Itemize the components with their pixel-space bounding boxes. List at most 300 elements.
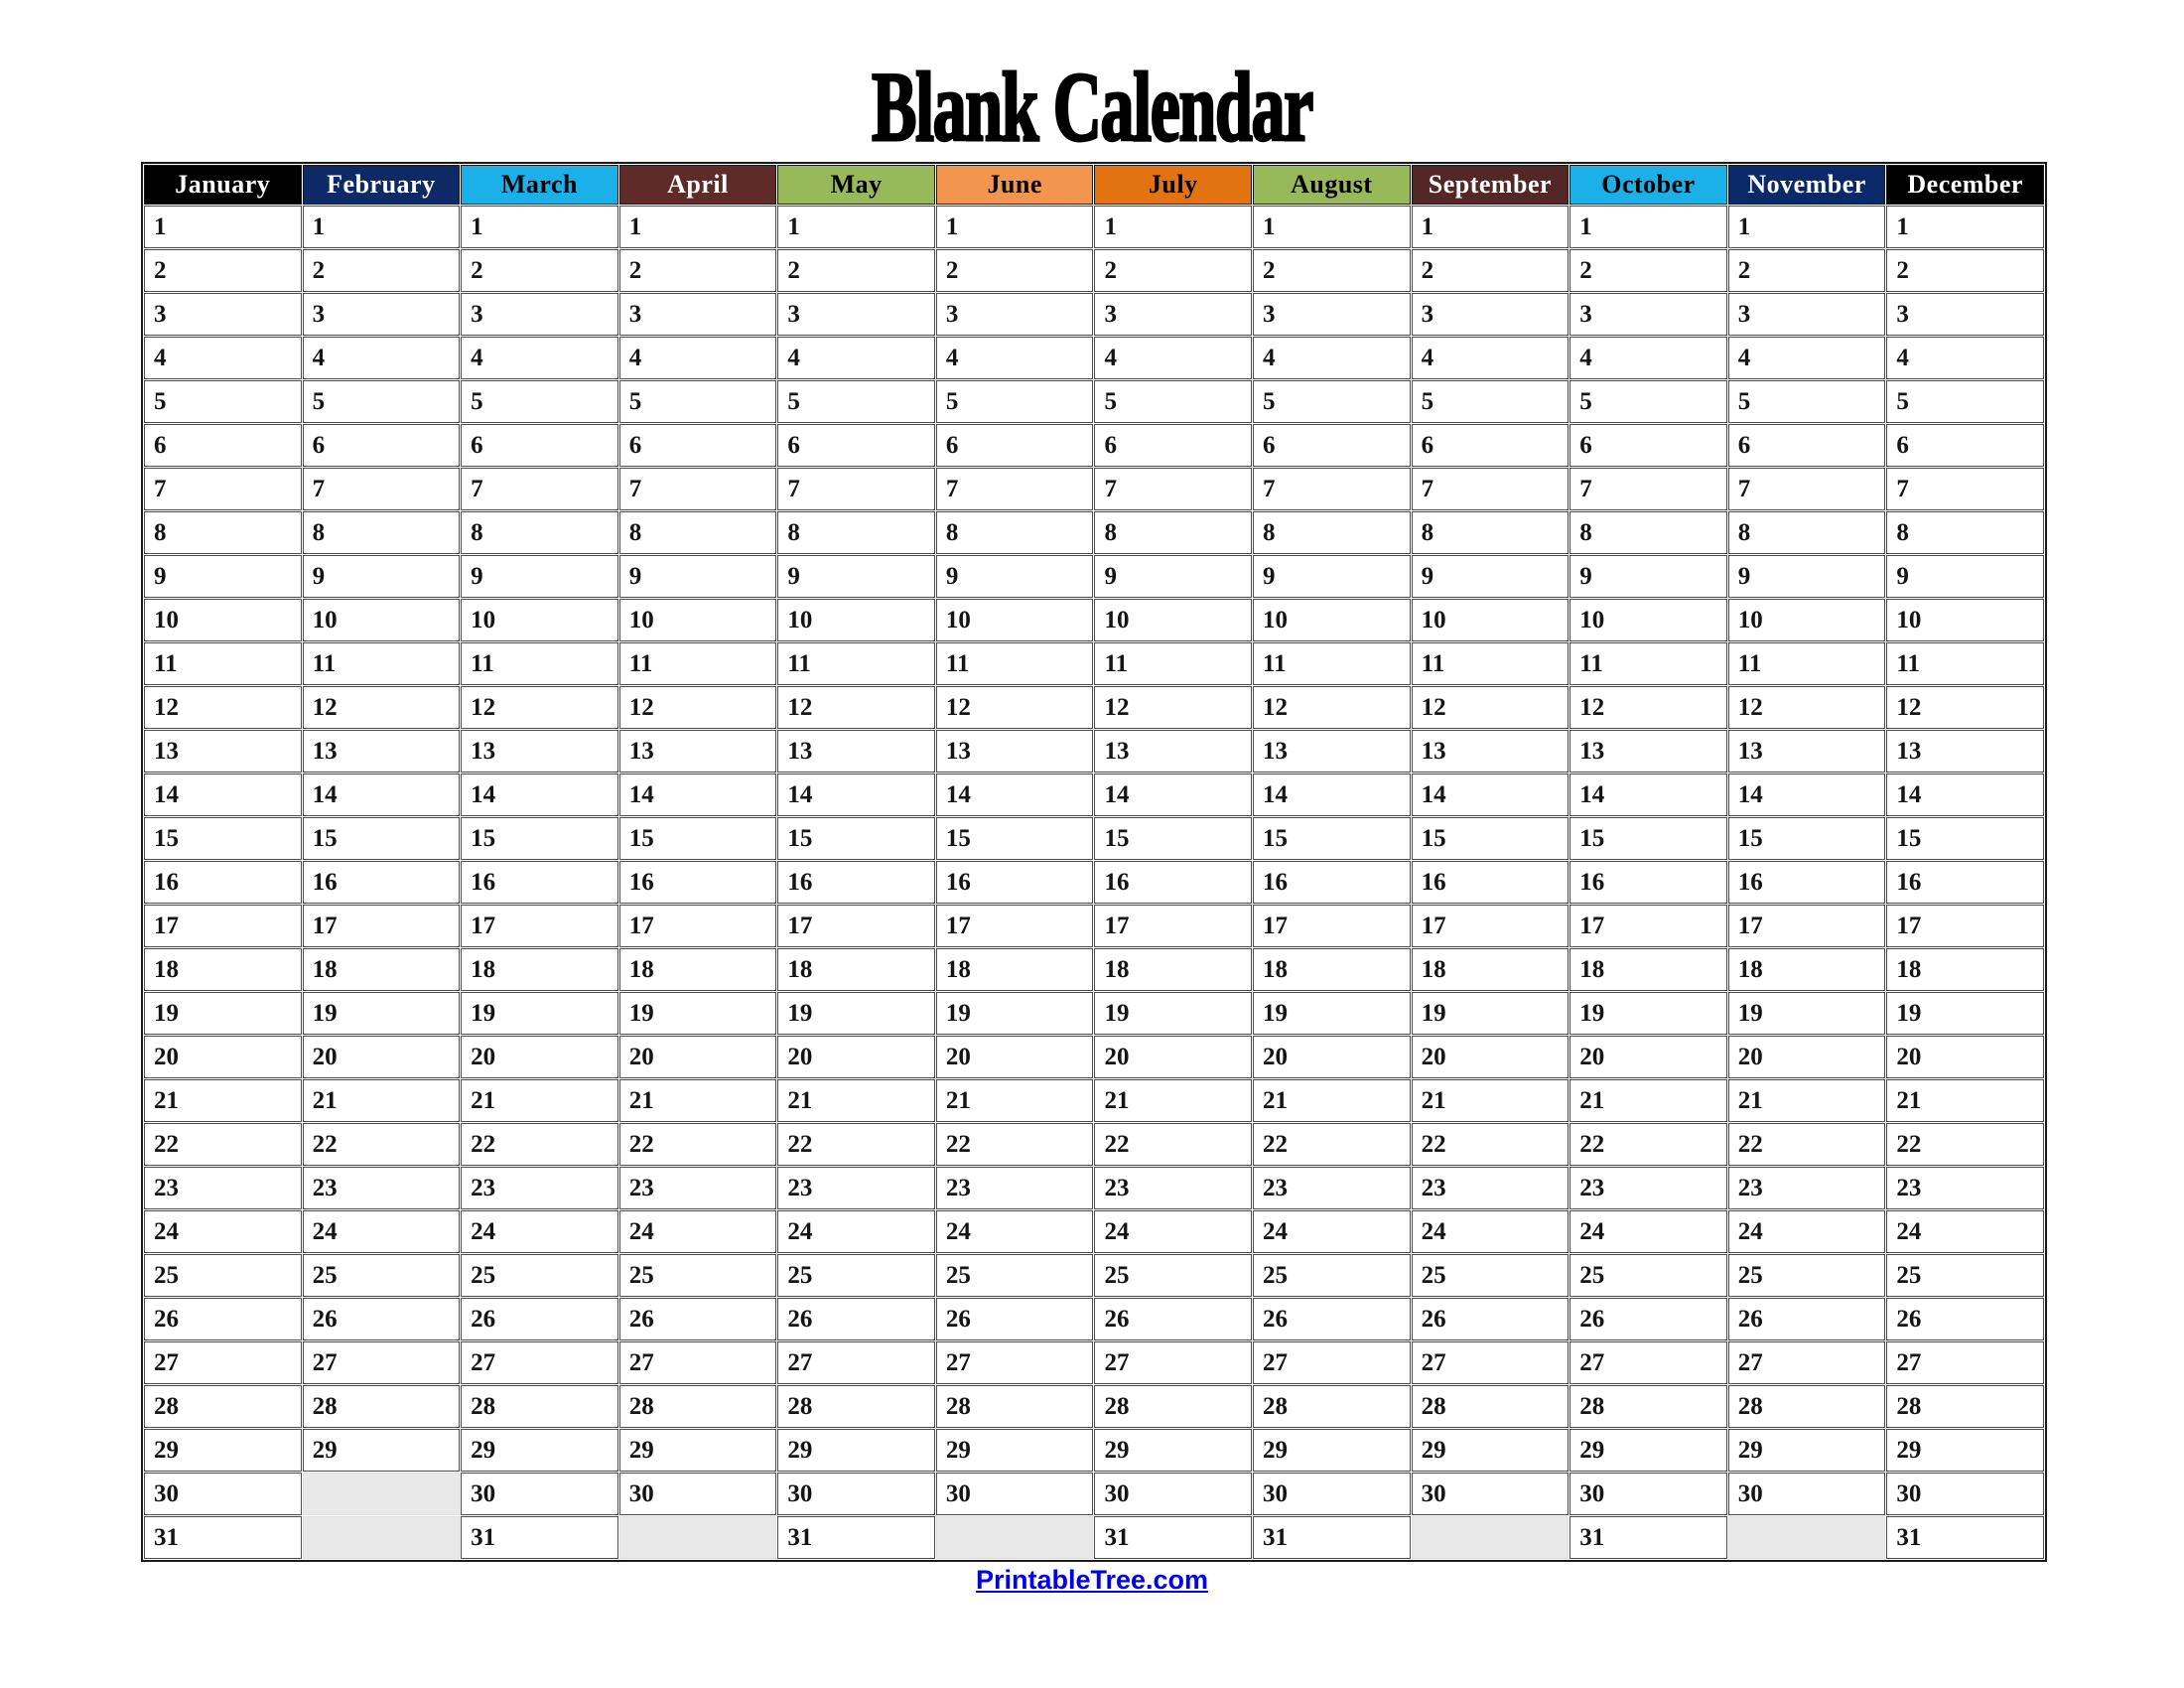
day-cell-september-26: 26 [1412,1298,1570,1340]
day-cell-june-6: 6 [936,424,1094,467]
day-cell-february-9: 9 [303,555,461,598]
day-cell-february-28: 28 [303,1385,461,1428]
day-cell-november-10: 10 [1728,599,1886,641]
day-cell-july-13: 13 [1094,730,1252,773]
day-cell-march-17: 17 [461,905,618,947]
day-cell-july-26: 26 [1094,1298,1252,1340]
day-cell-october-16: 16 [1570,861,1727,904]
day-row-25 [144,1254,2044,1297]
day-cell-august-7: 7 [1253,468,1411,510]
day-cell-december-20: 20 [1886,1036,2044,1078]
day-row-15 [144,817,2044,860]
day-cell-october-17: 17 [1570,905,1727,947]
day-cell-december-4: 4 [1886,337,2044,379]
day-cell-june-9: 9 [936,555,1094,598]
day-cell-december-5: 5 [1886,380,2044,423]
day-cell-june-20: 20 [936,1036,1094,1078]
day-cell-february-21: 21 [303,1079,461,1122]
day-row-11 [144,642,2044,685]
day-cell-june-28: 28 [936,1385,1094,1428]
day-cell-december-18: 18 [1886,948,2044,991]
day-cell-september-17: 17 [1412,905,1570,947]
day-cell-august-24: 24 [1253,1210,1411,1253]
day-cell-may-8: 8 [777,511,935,554]
day-cell-march-3: 3 [461,293,618,336]
day-cell-july-27: 27 [1094,1341,1252,1384]
day-cell-december-17: 17 [1886,905,2044,947]
day-cell-november-1: 1 [1728,206,1886,248]
day-row-21 [144,1079,2044,1122]
day-cell-april-5: 5 [619,380,777,423]
day-cell-december-15: 15 [1886,817,2044,860]
day-cell-february-14: 14 [303,774,461,816]
day-cell-june-7: 7 [936,468,1094,510]
day-cell-may-25: 25 [777,1254,935,1297]
day-cell-december-21: 21 [1886,1079,2044,1122]
day-cell-february-4: 4 [303,337,461,379]
day-cell-march-10: 10 [461,599,618,641]
month-header-november: November [1728,165,1886,205]
day-cell-january-18: 18 [144,948,302,991]
day-cell-august-28: 28 [1253,1385,1411,1428]
day-cell-march-26: 26 [461,1298,618,1340]
day-cell-january-11: 11 [144,642,302,685]
day-cell-august-12: 12 [1253,686,1411,729]
month-header-april: April [619,165,777,205]
day-cell-october-13: 13 [1570,730,1727,773]
day-cell-september-30: 30 [1412,1473,1570,1515]
day-cell-september-4: 4 [1412,337,1570,379]
day-cell-november-17: 17 [1728,905,1886,947]
day-cell-september-13: 13 [1412,730,1570,773]
month-header-may: May [777,165,935,205]
day-cell-june-12: 12 [936,686,1094,729]
day-cell-september-24: 24 [1412,1210,1570,1253]
day-cell-october-28: 28 [1570,1385,1727,1428]
day-cell-june-1: 1 [936,206,1094,248]
empty-cell-april-31 [619,1516,777,1559]
day-cell-january-5: 5 [144,380,302,423]
month-header-july: July [1094,165,1252,205]
day-cell-february-10: 10 [303,599,461,641]
day-cell-february-19: 19 [303,992,461,1035]
day-cell-january-7: 7 [144,468,302,510]
day-cell-november-9: 9 [1728,555,1886,598]
day-cell-december-24: 24 [1886,1210,2044,1253]
day-cell-january-14: 14 [144,774,302,816]
day-cell-april-22: 22 [619,1123,777,1166]
day-cell-january-4: 4 [144,337,302,379]
month-header-september: September [1412,165,1570,205]
day-cell-july-24: 24 [1094,1210,1252,1253]
day-cell-june-17: 17 [936,905,1094,947]
day-cell-may-27: 27 [777,1341,935,1384]
day-cell-march-24: 24 [461,1210,618,1253]
page-title: Blank Calendar [872,52,1312,162]
day-cell-november-11: 11 [1728,642,1886,685]
day-cell-july-30: 30 [1094,1473,1252,1515]
day-row-26 [144,1298,2044,1340]
day-cell-october-22: 22 [1570,1123,1727,1166]
day-cell-february-29: 29 [303,1429,461,1472]
day-cell-february-23: 23 [303,1167,461,1209]
day-cell-january-29: 29 [144,1429,302,1472]
day-cell-november-5: 5 [1728,380,1886,423]
day-cell-june-26: 26 [936,1298,1094,1340]
day-cell-june-24: 24 [936,1210,1094,1253]
empty-cell-november-31 [1728,1516,1886,1559]
day-cell-november-15: 15 [1728,817,1886,860]
day-cell-september-6: 6 [1412,424,1570,467]
empty-cell-september-31 [1412,1516,1570,1559]
day-cell-june-23: 23 [936,1167,1094,1209]
day-cell-august-14: 14 [1253,774,1411,816]
day-cell-december-25: 25 [1886,1254,2044,1297]
day-cell-december-14: 14 [1886,774,2044,816]
day-cell-november-28: 28 [1728,1385,1886,1428]
day-cell-october-27: 27 [1570,1341,1727,1384]
day-cell-october-10: 10 [1570,599,1727,641]
day-cell-april-20: 20 [619,1036,777,1078]
day-cell-june-11: 11 [936,642,1094,685]
day-cell-january-22: 22 [144,1123,302,1166]
day-cell-april-27: 27 [619,1341,777,1384]
empty-cell-june-31 [936,1516,1094,1559]
day-cell-march-18: 18 [461,948,618,991]
day-cell-december-3: 3 [1886,293,2044,336]
day-cell-february-22: 22 [303,1123,461,1166]
day-cell-july-22: 22 [1094,1123,1252,1166]
day-cell-september-14: 14 [1412,774,1570,816]
day-cell-august-31: 31 [1253,1516,1411,1559]
day-cell-september-28: 28 [1412,1385,1570,1428]
day-cell-october-11: 11 [1570,642,1727,685]
day-cell-november-6: 6 [1728,424,1886,467]
day-cell-april-1: 1 [619,206,777,248]
day-cell-november-12: 12 [1728,686,1886,729]
day-cell-february-1: 1 [303,206,461,248]
day-cell-march-25: 25 [461,1254,618,1297]
day-cell-july-28: 28 [1094,1385,1252,1428]
day-cell-november-23: 23 [1728,1167,1886,1209]
day-cell-january-24: 24 [144,1210,302,1253]
day-cell-february-3: 3 [303,293,461,336]
day-row-1 [144,206,2044,248]
day-cell-june-10: 10 [936,599,1094,641]
day-cell-october-5: 5 [1570,380,1727,423]
day-cell-may-5: 5 [777,380,935,423]
day-cell-october-4: 4 [1570,337,1727,379]
empty-cell-february-31 [303,1516,461,1559]
day-cell-august-8: 8 [1253,511,1411,554]
day-cell-september-5: 5 [1412,380,1570,423]
day-cell-may-9: 9 [777,555,935,598]
day-cell-june-14: 14 [936,774,1094,816]
day-cell-april-3: 3 [619,293,777,336]
day-cell-november-4: 4 [1728,337,1886,379]
day-cell-december-8: 8 [1886,511,2044,554]
day-cell-november-24: 24 [1728,1210,1886,1253]
month-header-row [144,165,2044,205]
day-cell-december-19: 19 [1886,992,2044,1035]
day-cell-april-14: 14 [619,774,777,816]
day-cell-may-11: 11 [777,642,935,685]
day-cell-january-16: 16 [144,861,302,904]
day-cell-march-19: 19 [461,992,618,1035]
day-cell-may-20: 20 [777,1036,935,1078]
day-cell-july-2: 2 [1094,249,1252,292]
day-cell-november-19: 19 [1728,992,1886,1035]
day-cell-october-9: 9 [1570,555,1727,598]
day-row-16 [144,861,2044,904]
day-cell-may-1: 1 [777,206,935,248]
day-cell-april-17: 17 [619,905,777,947]
day-cell-july-15: 15 [1094,817,1252,860]
day-cell-september-1: 1 [1412,206,1570,248]
day-row-9 [144,555,2044,598]
calendar-header [144,165,2044,205]
day-cell-january-30: 30 [144,1473,302,1515]
day-row-13 [144,730,2044,773]
day-cell-april-9: 9 [619,555,777,598]
day-cell-august-18: 18 [1253,948,1411,991]
day-cell-june-13: 13 [936,730,1094,773]
day-cell-february-5: 5 [303,380,461,423]
day-cell-december-28: 28 [1886,1385,2044,1428]
month-header-december: December [1886,165,2044,205]
day-cell-february-13: 13 [303,730,461,773]
day-cell-october-30: 30 [1570,1473,1727,1515]
day-cell-november-20: 20 [1728,1036,1886,1078]
printabletree-link[interactable]: PrintableTree.com [975,1565,1209,1595]
day-cell-march-27: 27 [461,1341,618,1384]
day-cell-july-6: 6 [1094,424,1252,467]
day-cell-october-29: 29 [1570,1429,1727,1472]
day-cell-february-27: 27 [303,1341,461,1384]
day-cell-february-6: 6 [303,424,461,467]
day-cell-july-20: 20 [1094,1036,1252,1078]
day-cell-may-2: 2 [777,249,935,292]
day-cell-april-2: 2 [619,249,777,292]
day-cell-december-22: 22 [1886,1123,2044,1166]
day-cell-october-12: 12 [1570,686,1727,729]
day-row-20 [144,1036,2044,1078]
day-cell-august-15: 15 [1253,817,1411,860]
day-cell-august-10: 10 [1253,599,1411,641]
day-cell-july-16: 16 [1094,861,1252,904]
day-cell-july-25: 25 [1094,1254,1252,1297]
day-cell-june-29: 29 [936,1429,1094,1472]
day-row-28 [144,1385,2044,1428]
day-cell-october-20: 20 [1570,1036,1727,1078]
month-header-august: August [1253,165,1411,205]
day-cell-december-23: 23 [1886,1167,2044,1209]
day-cell-november-3: 3 [1728,293,1886,336]
day-cell-january-10: 10 [144,599,302,641]
day-cell-september-8: 8 [1412,511,1570,554]
day-cell-april-12: 12 [619,686,777,729]
day-cell-august-19: 19 [1253,992,1411,1035]
day-cell-december-16: 16 [1886,861,2044,904]
day-cell-october-7: 7 [1570,468,1727,510]
day-cell-august-2: 2 [1253,249,1411,292]
day-cell-march-12: 12 [461,686,618,729]
day-row-2 [144,249,2044,292]
day-cell-october-25: 25 [1570,1254,1727,1297]
day-row-19 [144,992,2044,1035]
day-row-5 [144,380,2044,423]
day-cell-march-31: 31 [461,1516,618,1559]
day-cell-august-21: 21 [1253,1079,1411,1122]
day-cell-november-26: 26 [1728,1298,1886,1340]
day-cell-june-2: 2 [936,249,1094,292]
day-cell-april-6: 6 [619,424,777,467]
day-cell-april-26: 26 [619,1298,777,1340]
day-row-10 [144,599,2044,641]
day-cell-july-21: 21 [1094,1079,1252,1122]
day-cell-september-25: 25 [1412,1254,1570,1297]
day-cell-april-21: 21 [619,1079,777,1122]
day-cell-june-22: 22 [936,1123,1094,1166]
day-cell-september-20: 20 [1412,1036,1570,1078]
day-cell-september-23: 23 [1412,1167,1570,1209]
day-cell-july-14: 14 [1094,774,1252,816]
day-cell-march-23: 23 [461,1167,618,1209]
day-cell-april-10: 10 [619,599,777,641]
day-cell-december-26: 26 [1886,1298,2044,1340]
day-cell-september-7: 7 [1412,468,1570,510]
day-cell-november-22: 22 [1728,1123,1886,1166]
day-cell-july-23: 23 [1094,1167,1252,1209]
day-cell-february-24: 24 [303,1210,461,1253]
day-cell-october-21: 21 [1570,1079,1727,1122]
day-cell-april-16: 16 [619,861,777,904]
day-cell-january-27: 27 [144,1341,302,1384]
day-cell-november-13: 13 [1728,730,1886,773]
day-cell-march-7: 7 [461,468,618,510]
day-cell-october-24: 24 [1570,1210,1727,1253]
day-cell-january-3: 3 [144,293,302,336]
day-cell-march-13: 13 [461,730,618,773]
day-cell-may-30: 30 [777,1473,935,1515]
day-row-30 [144,1473,2044,1515]
day-cell-september-19: 19 [1412,992,1570,1035]
day-cell-august-5: 5 [1253,380,1411,423]
day-cell-may-10: 10 [777,599,935,641]
day-cell-december-31: 31 [1886,1516,2044,1559]
day-cell-june-4: 4 [936,337,1094,379]
day-cell-september-2: 2 [1412,249,1570,292]
day-cell-october-15: 15 [1570,817,1727,860]
day-cell-october-3: 3 [1570,293,1727,336]
day-cell-july-29: 29 [1094,1429,1252,1472]
day-cell-february-15: 15 [303,817,461,860]
day-cell-march-16: 16 [461,861,618,904]
day-cell-january-26: 26 [144,1298,302,1340]
day-cell-february-17: 17 [303,905,461,947]
day-cell-august-4: 4 [1253,337,1411,379]
month-header-february: February [303,165,461,205]
day-cell-august-17: 17 [1253,905,1411,947]
day-cell-october-31: 31 [1570,1516,1727,1559]
day-cell-november-29: 29 [1728,1429,1886,1472]
day-cell-june-19: 19 [936,992,1094,1035]
day-cell-october-18: 18 [1570,948,1727,991]
day-cell-april-29: 29 [619,1429,777,1472]
day-cell-march-28: 28 [461,1385,618,1428]
day-cell-june-21: 21 [936,1079,1094,1122]
day-cell-september-27: 27 [1412,1341,1570,1384]
day-cell-june-25: 25 [936,1254,1094,1297]
day-cell-may-12: 12 [777,686,935,729]
day-cell-march-14: 14 [461,774,618,816]
day-cell-december-6: 6 [1886,424,2044,467]
day-row-17 [144,905,2044,947]
calendar-body [144,206,2044,1559]
day-cell-july-18: 18 [1094,948,1252,991]
day-cell-december-30: 30 [1886,1473,2044,1515]
day-cell-september-16: 16 [1412,861,1570,904]
day-cell-january-15: 15 [144,817,302,860]
day-cell-july-3: 3 [1094,293,1252,336]
day-cell-november-18: 18 [1728,948,1886,991]
day-cell-january-8: 8 [144,511,302,554]
day-cell-may-22: 22 [777,1123,935,1166]
day-cell-september-15: 15 [1412,817,1570,860]
day-row-18 [144,948,2044,991]
day-cell-may-15: 15 [777,817,935,860]
day-cell-november-16: 16 [1728,861,1886,904]
day-cell-april-23: 23 [619,1167,777,1209]
day-cell-february-25: 25 [303,1254,461,1297]
day-cell-april-19: 19 [619,992,777,1035]
day-cell-january-21: 21 [144,1079,302,1122]
day-cell-may-21: 21 [777,1079,935,1122]
day-cell-april-30: 30 [619,1473,777,1515]
calendar-table [141,162,2047,1562]
day-cell-march-29: 29 [461,1429,618,1472]
day-cell-october-19: 19 [1570,992,1727,1035]
day-cell-january-9: 9 [144,555,302,598]
day-cell-november-30: 30 [1728,1473,1886,1515]
day-cell-january-25: 25 [144,1254,302,1297]
day-cell-march-20: 20 [461,1036,618,1078]
day-cell-february-20: 20 [303,1036,461,1078]
day-cell-may-28: 28 [777,1385,935,1428]
day-cell-march-15: 15 [461,817,618,860]
day-cell-october-8: 8 [1570,511,1727,554]
day-cell-november-25: 25 [1728,1254,1886,1297]
day-cell-september-10: 10 [1412,599,1570,641]
day-cell-august-16: 16 [1253,861,1411,904]
day-cell-may-31: 31 [777,1516,935,1559]
day-row-7 [144,468,2044,510]
day-cell-february-7: 7 [303,468,461,510]
day-cell-august-26: 26 [1253,1298,1411,1340]
day-cell-november-21: 21 [1728,1079,1886,1122]
day-cell-december-29: 29 [1886,1429,2044,1472]
day-cell-november-27: 27 [1728,1341,1886,1384]
day-cell-august-3: 3 [1253,293,1411,336]
day-cell-april-24: 24 [619,1210,777,1253]
day-cell-november-2: 2 [1728,249,1886,292]
day-cell-september-21: 21 [1412,1079,1570,1122]
day-cell-january-19: 19 [144,992,302,1035]
day-cell-december-27: 27 [1886,1341,2044,1384]
day-row-14 [144,774,2044,816]
day-cell-april-15: 15 [619,817,777,860]
day-row-29 [144,1429,2044,1472]
